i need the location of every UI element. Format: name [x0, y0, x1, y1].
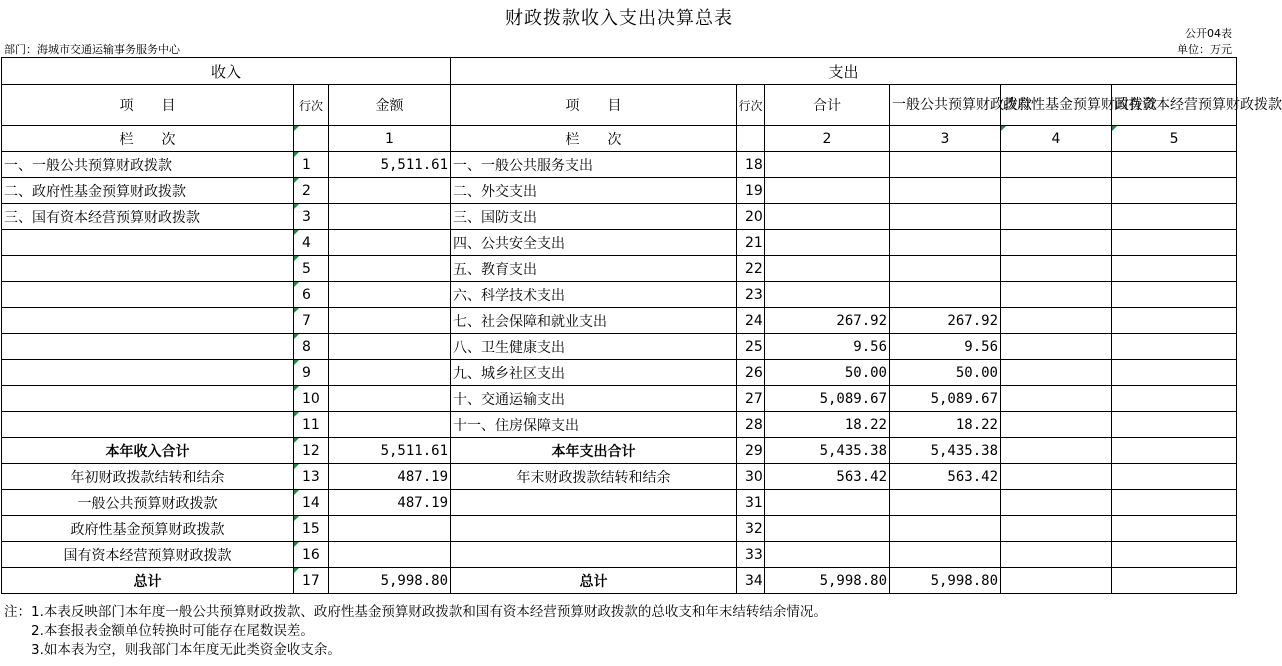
expense-row-number: 33 [737, 542, 765, 568]
report-title: 财政拨款收入支出决算总表 [505, 8, 733, 29]
income-row-number: 14 [294, 490, 329, 516]
gov-fund-amount [1001, 178, 1112, 204]
income-amount [329, 282, 451, 308]
state-capital-amount [1112, 334, 1237, 360]
expense-item [451, 516, 737, 542]
income-item: 本年收入合计 [2, 438, 294, 464]
gov-fund-amount [1001, 230, 1112, 256]
expense-row-number: 25 [737, 334, 765, 360]
income-amount: 5,511.61 [329, 152, 451, 178]
income-item: 政府性基金预算财政拨款 [2, 516, 294, 542]
state-capital-header: 国有资本经营预算财政拨款 [1112, 85, 1237, 126]
expense-item-header: 项 目 [451, 85, 737, 126]
general-budget-amount [890, 152, 1001, 178]
expense-row-number: 21 [737, 230, 765, 256]
unit-label: 单位：万元 [1177, 43, 1232, 56]
income-rowno-header: 行次 [294, 85, 329, 126]
expense-row-number: 29 [737, 438, 765, 464]
expense-total [765, 152, 890, 178]
general-budget-amount [890, 230, 1001, 256]
gov-fund-amount [1001, 568, 1112, 594]
gov-fund-amount [1001, 412, 1112, 438]
income-amount-header: 金额 [329, 85, 451, 126]
income-item: 二、政府性基金预算财政拨款 [2, 178, 294, 204]
table-row [2, 386, 1237, 412]
form-code: 公开04表 [1185, 27, 1232, 40]
state-capital-amount [1112, 152, 1237, 178]
gov-fund-amount [1001, 360, 1112, 386]
gov-fund-amount [1001, 152, 1112, 178]
gov-fund-amount [1001, 542, 1112, 568]
expense-total [765, 282, 890, 308]
col-number-2: 2 [765, 126, 890, 152]
gov-fund-amount [1001, 516, 1112, 542]
income-row-number: 4 [294, 230, 329, 256]
general-budget-amount [890, 178, 1001, 204]
general-budget-amount: 18.22 [890, 412, 1001, 438]
expense-item: 三、国防支出 [451, 204, 737, 230]
expense-item: 五、教育支出 [451, 256, 737, 282]
expense-item: 二、外交支出 [451, 178, 737, 204]
department-label: 部门：海城市交通运输事务服务中心 [4, 43, 180, 56]
expense-total [765, 542, 890, 568]
income-item [2, 412, 294, 438]
income-amount [329, 256, 451, 282]
budget-table [1, 57, 1282, 594]
footnotes [4, 603, 827, 660]
general-budget-amount: 9.56 [890, 334, 1001, 360]
income-row-number: 9 [294, 360, 329, 386]
table-row [2, 282, 1237, 308]
expense-total: 18.22 [765, 412, 890, 438]
income-row-number: 16 [294, 542, 329, 568]
general-budget-amount [890, 282, 1001, 308]
income-item [2, 256, 294, 282]
expense-total [765, 178, 890, 204]
expense-row-number: 30 [737, 464, 765, 490]
expense-total [765, 490, 890, 516]
general-budget-amount [890, 542, 1001, 568]
table-row [2, 256, 1237, 282]
summary-row [2, 490, 1237, 516]
income-item [2, 282, 294, 308]
gov-fund-amount [1001, 204, 1112, 230]
state-capital-amount [1112, 386, 1237, 412]
header-row-columns [2, 85, 1237, 126]
income-amount [329, 412, 451, 438]
expense-col-label: 栏 次 [451, 126, 737, 152]
income-row-number: 15 [294, 516, 329, 542]
expense-row-number: 27 [737, 386, 765, 412]
state-capital-amount [1112, 412, 1237, 438]
gov-fund-amount [1001, 490, 1112, 516]
income-amount [329, 178, 451, 204]
income-header: 收入 [2, 58, 451, 85]
expense-item: 年末财政拨款结转和结余 [451, 464, 737, 490]
income-amount [329, 230, 451, 256]
expense-total: 563.42 [765, 464, 890, 490]
state-capital-amount [1112, 178, 1237, 204]
table-row [2, 334, 1237, 360]
col-number-1: 1 [329, 126, 451, 152]
gov-fund-amount [1001, 256, 1112, 282]
table-row [2, 308, 1237, 334]
expense-item: 总计 [451, 568, 737, 594]
income-row-number: 5 [294, 256, 329, 282]
expense-row-number: 34 [737, 568, 765, 594]
col-number-4: 4 [1001, 126, 1112, 152]
general-budget-amount [890, 490, 1001, 516]
footnote-1: 注：1.本表反映部门本年度一般公共预算财政拨款、政府性基金预算财政拨款和国有资本经营预算财政拨款的总收支和年末结转结余情况。 [4, 604, 827, 620]
expense-total [765, 204, 890, 230]
income-amount [329, 334, 451, 360]
gov-fund-header: 政府性基金预算财政拨款 [1001, 85, 1112, 126]
state-capital-amount [1112, 204, 1237, 230]
table-row [2, 178, 1237, 204]
income-amount [329, 386, 451, 412]
income-amount: 5,511.61 [329, 438, 451, 464]
summary-row [2, 542, 1237, 568]
income-item: 国有资本经营预算财政拨款 [2, 542, 294, 568]
expense-total [765, 230, 890, 256]
expense-rowno-header: 行次 [737, 85, 765, 126]
expense-item: 本年支出合计 [451, 438, 737, 464]
expense-item: 八、卫生健康支出 [451, 334, 737, 360]
state-capital-amount [1112, 438, 1237, 464]
income-row-number: 8 [294, 334, 329, 360]
general-budget-amount: 5,089.67 [890, 386, 1001, 412]
table-row [2, 152, 1237, 178]
expense-item: 十、交通运输支出 [451, 386, 737, 412]
income-amount [329, 204, 451, 230]
general-budget-amount: 5,435.38 [890, 438, 1001, 464]
table-row [2, 360, 1237, 386]
table-row [2, 412, 1237, 438]
income-row-number: 2 [294, 178, 329, 204]
gov-fund-amount [1001, 438, 1112, 464]
state-capital-amount [1112, 490, 1237, 516]
expense-item: 四、公共安全支出 [451, 230, 737, 256]
expense-total: 5,435.38 [765, 438, 890, 464]
state-capital-amount [1112, 360, 1237, 386]
income-item [2, 360, 294, 386]
state-capital-amount [1112, 568, 1237, 594]
income-item [2, 230, 294, 256]
expense-item [451, 490, 737, 516]
summary-row [2, 464, 1237, 490]
expense-rowno-blank [737, 126, 765, 152]
income-row-number: 3 [294, 204, 329, 230]
income-item: 一般公共预算财政拨款 [2, 490, 294, 516]
summary-row [2, 568, 1237, 594]
expense-item: 九、城乡社区支出 [451, 360, 737, 386]
income-amount [329, 308, 451, 334]
income-amount [329, 542, 451, 568]
header-row-sections [2, 58, 1237, 85]
general-budget-amount: 5,998.80 [890, 568, 1001, 594]
state-capital-amount [1112, 282, 1237, 308]
expense-row-number: 20 [737, 204, 765, 230]
footnote-3: 3.如本表为空，则我部门本年度无此类资金收支余。 [4, 642, 341, 658]
expense-item [451, 542, 737, 568]
income-row-number: 1 [294, 152, 329, 178]
expense-total: 5,998.80 [765, 568, 890, 594]
income-row-number: 17 [294, 568, 329, 594]
col-number-3: 3 [890, 126, 1001, 152]
expense-row-number: 18 [737, 152, 765, 178]
income-row-number: 12 [294, 438, 329, 464]
income-amount [329, 516, 451, 542]
income-item: 总计 [2, 568, 294, 594]
general-budget-amount: 267.92 [890, 308, 1001, 334]
general-budget-amount [890, 256, 1001, 282]
income-row-number: 10 [294, 386, 329, 412]
state-capital-amount [1112, 464, 1237, 490]
income-rowno-blank [294, 126, 329, 152]
gov-fund-amount [1001, 334, 1112, 360]
state-capital-amount [1112, 256, 1237, 282]
state-capital-amount [1112, 516, 1237, 542]
expense-row-number: 28 [737, 412, 765, 438]
income-row-number: 13 [294, 464, 329, 490]
expense-item: 七、社会保障和就业支出 [451, 308, 737, 334]
header-row-column-numbers [2, 126, 1237, 152]
col-number-5: 5 [1112, 126, 1237, 152]
summary-row [2, 516, 1237, 542]
expense-total: 50.00 [765, 360, 890, 386]
expense-row-number: 22 [737, 256, 765, 282]
income-row-number: 7 [294, 308, 329, 334]
expense-total [765, 256, 890, 282]
general-budget-header: 一般公共预算财政拨款 [890, 85, 1001, 126]
expense-item: 一、一般公共服务支出 [451, 152, 737, 178]
income-col-label: 栏 次 [2, 126, 294, 152]
general-budget-amount: 563.42 [890, 464, 1001, 490]
state-capital-amount [1112, 308, 1237, 334]
income-item: 三、国有资本经营预算财政拨款 [2, 204, 294, 230]
expense-row-number: 23 [737, 282, 765, 308]
expense-row-number: 32 [737, 516, 765, 542]
expense-item: 十一、住房保障支出 [451, 412, 737, 438]
income-item-header: 项 目 [2, 85, 294, 126]
gov-fund-amount [1001, 282, 1112, 308]
summary-row [2, 438, 1237, 464]
table-row [2, 230, 1237, 256]
table-row [2, 204, 1237, 230]
total-header: 合计 [765, 85, 890, 126]
income-amount: 487.19 [329, 490, 451, 516]
income-amount: 5,998.80 [329, 568, 451, 594]
income-item [2, 386, 294, 412]
income-row-number: 11 [294, 412, 329, 438]
gov-fund-amount [1001, 386, 1112, 412]
gov-fund-amount [1001, 464, 1112, 490]
state-capital-amount [1112, 542, 1237, 568]
income-item: 年初财政拨款结转和结余 [2, 464, 294, 490]
footnote-2: 2.本套报表金额单位转换时可能存在尾数误差。 [4, 623, 314, 639]
expense-row-number: 26 [737, 360, 765, 386]
income-item [2, 334, 294, 360]
gov-fund-amount [1001, 308, 1112, 334]
general-budget-amount [890, 516, 1001, 542]
expense-item: 六、科学技术支出 [451, 282, 737, 308]
expense-total: 9.56 [765, 334, 890, 360]
income-amount [329, 360, 451, 386]
income-item: 一、一般公共预算财政拨款 [2, 152, 294, 178]
general-budget-amount [890, 204, 1001, 230]
expense-row-number: 19 [737, 178, 765, 204]
state-capital-amount [1112, 230, 1237, 256]
income-amount: 487.19 [329, 464, 451, 490]
general-budget-amount: 50.00 [890, 360, 1001, 386]
expense-row-number: 31 [737, 490, 765, 516]
expense-total: 267.92 [765, 308, 890, 334]
expense-total [765, 516, 890, 542]
expense-total: 5,089.67 [765, 386, 890, 412]
expense-row-number: 24 [737, 308, 765, 334]
income-row-number: 6 [294, 282, 329, 308]
expense-header: 支出 [451, 58, 1237, 85]
income-item [2, 308, 294, 334]
